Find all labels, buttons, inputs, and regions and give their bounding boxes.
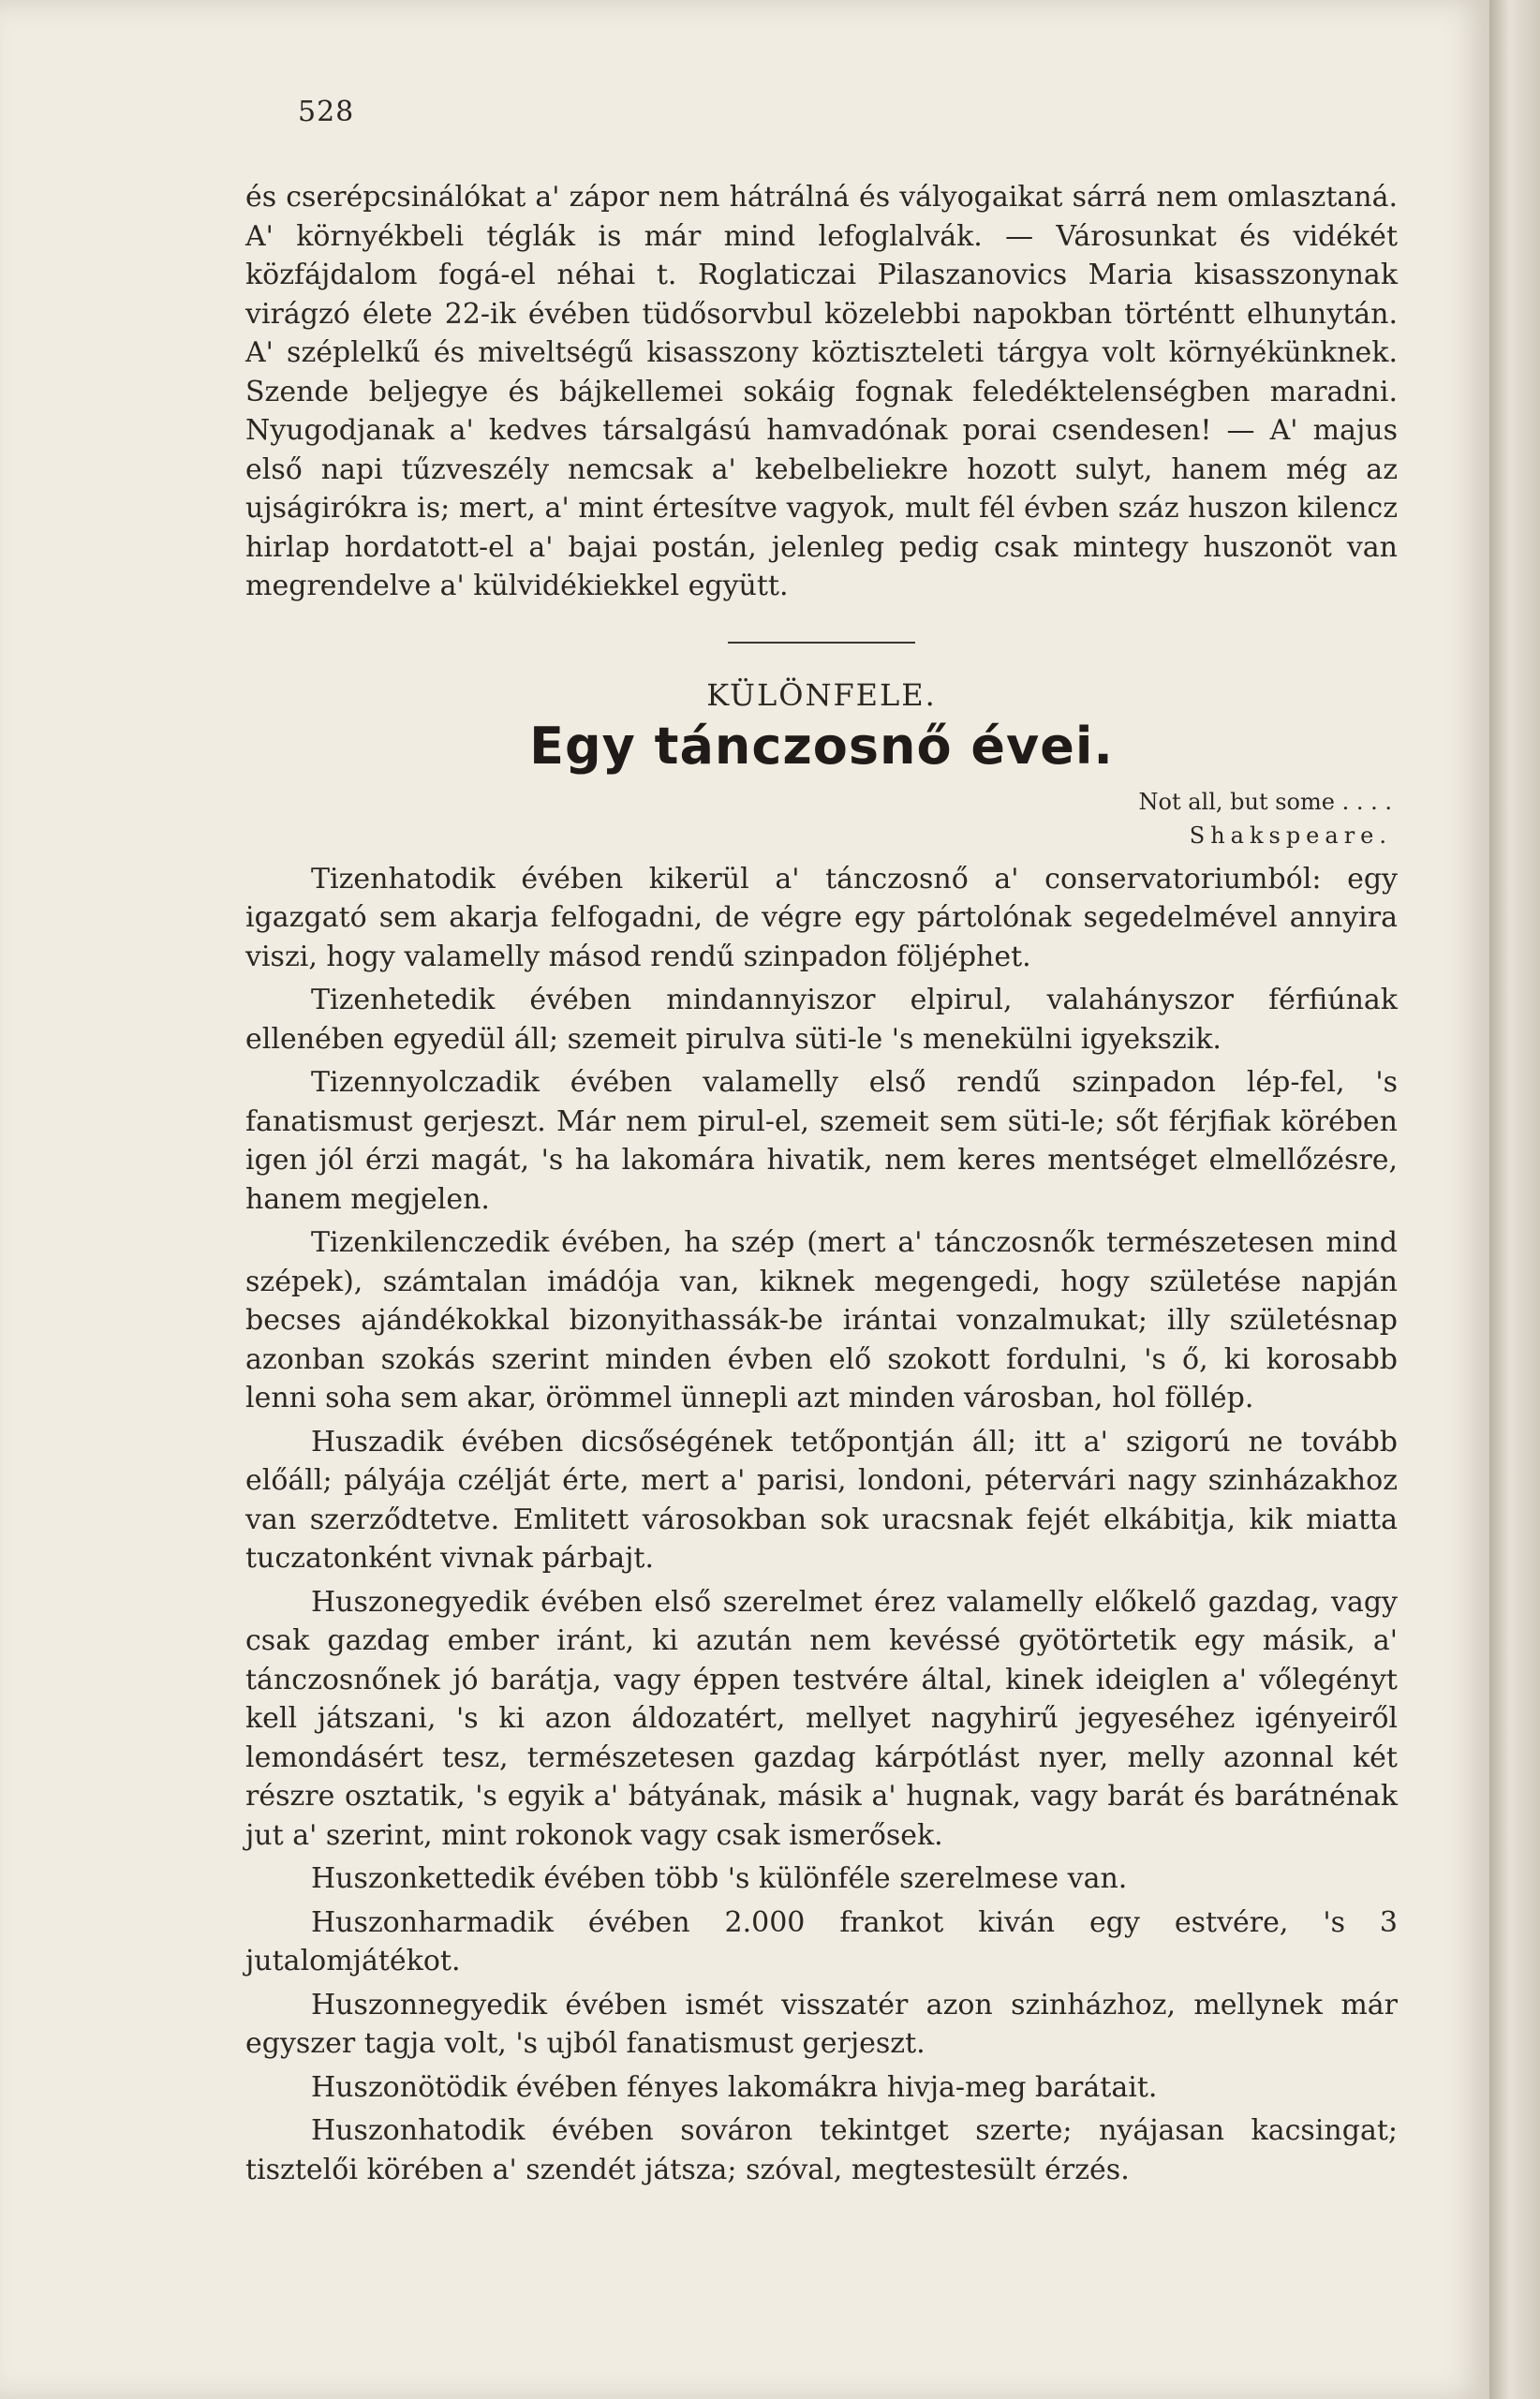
- age-entry: Tizenhatodik évében kikerül a' tánczosnő a' conservatoriumból: egy igazgató sem akarja felfogadni, de végre egy pártolónak segedelmével annyira viszi, hogy valamelly másod rendű szinpadon följéphet.: [245, 862, 1398, 973]
- age-entry: Huszonnegyedik évében ismét visszatér azon szinházhoz, mellynek már egyszer tagja volt, 's ujból fanatismust gerjeszt.: [245, 1988, 1398, 2060]
- section-divider: [728, 642, 915, 644]
- epigraph-quote: Not all, but some . . . .: [1138, 788, 1392, 815]
- epigraph: [245, 785, 1398, 852]
- article-title: Egy tánczosnő évei.: [529, 716, 1114, 776]
- intro-paragraph: és cserépcsinálókat a' zápor nem hátrálná és vályogaikat sárrá nem omlasztaná. A' környékbeli téglák is már mind lefoglalvák. — Városunkat és vidékét közfájdalom fogá-el néhai t. Roglaticzai Pilaszanovics Maria kisasszonynak virágzó élete 22-ik évében tüdősorvbul közelebbi napokban történtt elhunytán. A' széplelkű és miveltségű kisasszony köztiszteleti tárgya volt környékünknek. Szende beljegye és bájkellemei sokáig fognak feledéktelenségben maradni. Nyugodjanak a' kedves társalgású hamvadónak porai csendesen! — A' majus első napi tűzveszély nemcsak a' kebelbeliekre hozott sulyt, hanem még az ujságirókra is; mert, a' mint értesítve vagyok, mult fél évben száz huszon kilencz hirlap hordatott-el a' bajai postán, jelenleg pedig csak mintegy huszonöt van megrendelve a' külvidékiekkel együtt.: [245, 181, 1398, 602]
- age-entry: Huszadik évében dicsőségének tetőpontján áll; itt a' szigorú ne tovább előáll; pályája czélját érte, mert a' parisi, londoni, pétervári nagy szinházakhoz van szerződtetve. Emlitett városokban sok uracsnak fejét elkábitja, kik miatta tuczatonként vivnak párbajt.: [245, 1425, 1398, 1575]
- age-entry: Huszonegyedik évében első szerelmet érez valamelly előkelő gazdag, vagy csak gazdag ember iránt, ki azután nem kevéssé gyötörtetik egy másik, a' tánczosnőnek jó barátja, vagy éppen testvére által, kinek ideiglen a' vőlegényt kell játszani, 's ki azon áldozatért, mellyet nagyhirű jegyeséhez igényeiről lemondásért tesz, természetesen gazdag kárpótlást nyer, melly azonnal két részre osztatik, 's egyik a' bátyának, másik a' hugnak, vagy barát és barátnénak jut a' szerint, mint rokonok vagy csak ismerősek.: [245, 1585, 1398, 1852]
- section-heading: KÜLÖNFELE.: [706, 676, 937, 713]
- text-column: [245, 178, 1398, 2194]
- age-entry: Huszonhatodik évében sováron tekintget szerte; nyájasan kacsingat; tisztelői körében a' szendét játsza; szóval, megtestesült érzés.: [245, 2114, 1398, 2186]
- age-entry: Tizennyolczadik évében valamelly első rendű szinpadon lép-fel, 's fanatismust gerjeszt. Már nem pirul-el, szemeit sem süti-le; sőt férjfiak körében igen jól érzi magát, 's ha lakomára hivatik, nem keres mentséget elmellőzésre, hanem megjelen.: [245, 1066, 1398, 1216]
- age-entry: Huszonötödik évében fényes lakomákra hivja-meg barátait.: [311, 2070, 1158, 2104]
- age-entry: Tizenhetedik évében mindannyiszor elpirul, valahányszor férfiúnak ellenében egyedül áll; szemeit pirulva süti-le 's menekülni igyekszik.: [245, 984, 1398, 1056]
- page-number: 528: [298, 96, 355, 128]
- page-edge: [1489, 0, 1540, 2399]
- age-entry: Huszonkettedik évében több 's különféle szerelmese van.: [311, 1862, 1128, 1895]
- age-entry: Huszonharmadik évében 2.000 frankot kiván egy estvére, 's 3 jutalomjátékot.: [245, 1905, 1398, 1977]
- age-entry: Tizenkilenczedik évében, ha szép (mert a' tánczosnők természetesen mind szépek), számtalan imádója van, kiknek megengedi, hogy születése napján becses ajándékokkal bizonyithassák-be irántai vonzalmukat; illy születésnap azonban szokás szerint minden évben elő szokott fordulni, 's ő, ki korosabb lenni soha sem akar, örömmel ünnepli azt minden városban, hol föllép.: [245, 1226, 1398, 1414]
- epigraph-author: Shakspeare.: [1189, 822, 1392, 849]
- article-body: [245, 860, 1398, 2190]
